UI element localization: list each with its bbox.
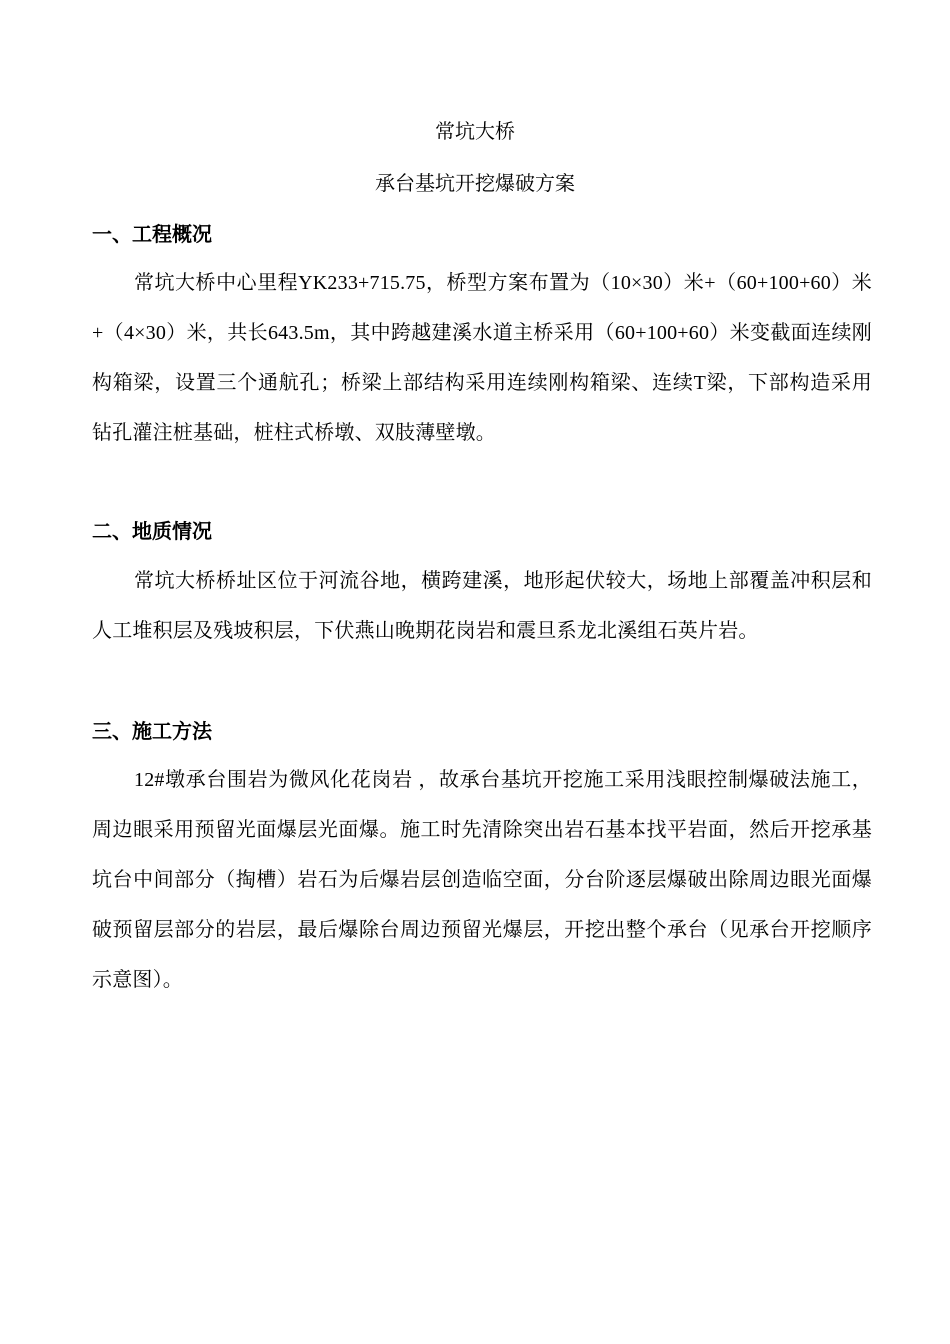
section-body-construction-method: 12#墩承台围岩为微风化花岗岩 ，故承台基坑开挖施工采用浅眼控制爆破法施工，周边眼采用预留光面爆层光面爆。施工时先清除突出岩石基本找平岩面，然后开挖承基坑台中间部分（掏槽）岩石为后爆岩层创造临空面，分台阶逐层爆破出除周边眼光面爆破预留层部分的岩层，最后爆除台周边预留光爆层，开挖出整个承台（见承台开挖顺序示意图）。 [92,769,872,991]
document-title: 常坑大桥 [435,121,515,143]
section-body-geology: 常坑大桥桥址区位于河流谷地，横跨建溪，地形起伏较大，场地上部覆盖冲积层和人工堆积层及残坡积层，下伏燕山晚期花岗岩和震旦系龙北溪组石英片岩。 [92,570,872,642]
section-heading-overview: 一、工程概况 [92,222,212,246]
document-subtitle: 承台基坑开挖爆破方案 [375,173,575,195]
section-heading-geology: 二、地质情况 [92,519,212,543]
section-heading-construction-method: 三、施工方法 [92,719,212,743]
section-body-overview: 常坑大桥中心里程YK233+715.75，桥型方案布置为（10×30）米+（60+100+60）米+（4×30）米，共长643.5m，其中跨越建溪水道主桥采用（60+100+60）米变截面连续刚构箱梁，设置三个通航孔；桥梁上部结构采用连续刚构箱梁、连续T梁，下部构造采用钻孔灌注桩基础，桩柱式桥墩、双肢薄壁墩。 [92,272,872,444]
